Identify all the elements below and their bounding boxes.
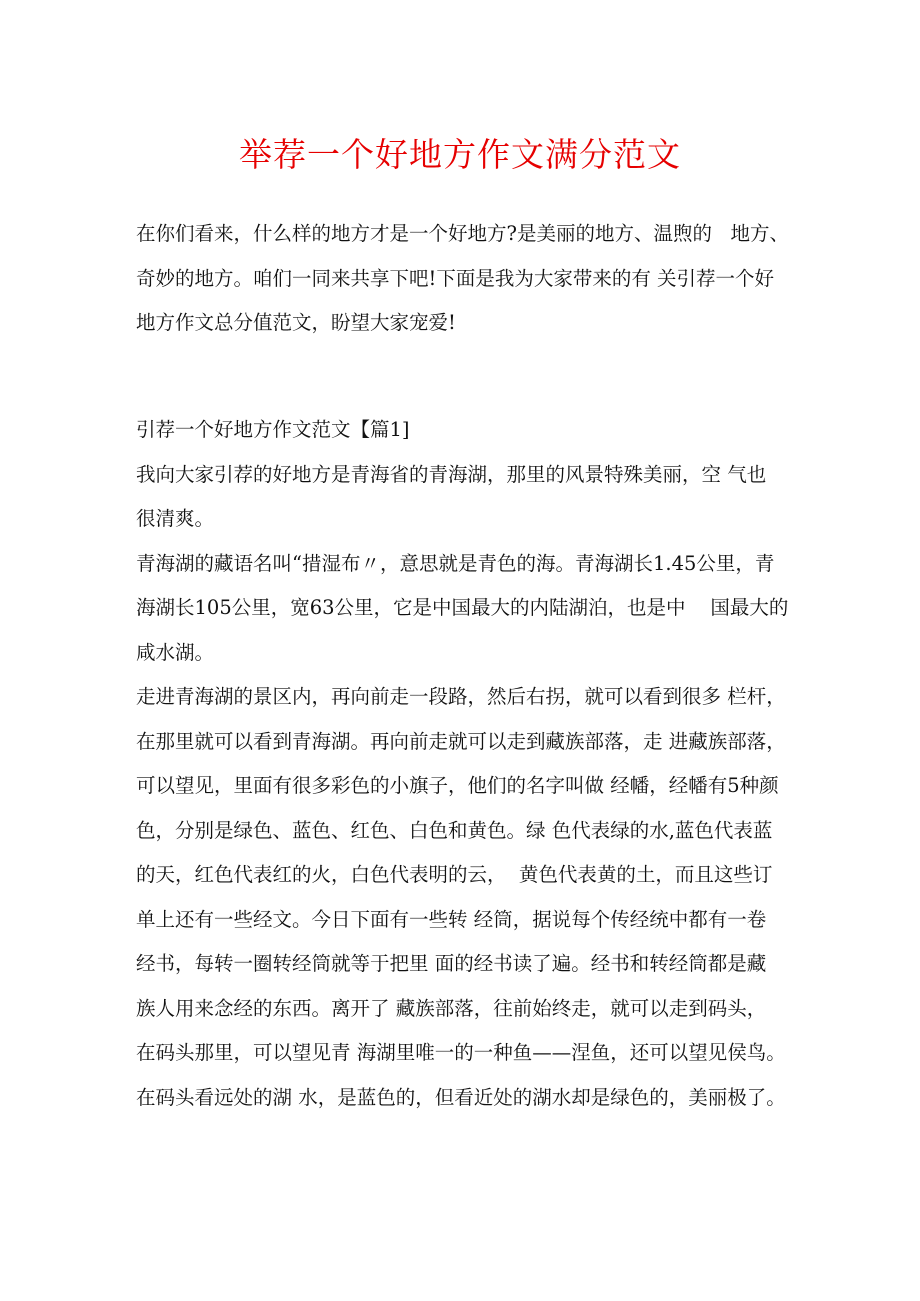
body-line: 在那里就可以看到青海湖。再向前走就可以走到藏族部落，走 进藏族部落， (136, 729, 786, 753)
body-line: 走进青海湖的景区内，再向前走一段路，然后右拐，就可以看到很多 栏杆， (136, 685, 786, 708)
body-line: 色，分别是绿色、蓝色、红色、白色和黄色。绿 色代表绿的水,蓝色代表蓝 (136, 818, 773, 842)
body-line: 单上还有一些经文。今日下面有一些转 经筒，据说每个传经统中都有一卷 (136, 907, 767, 931)
body-line: 经书，每转一圈转经筒就等于把里 面的经书读了遍。经书和转经筒都是藏 (136, 952, 767, 975)
body-line: 海湖长105公里，宽63公里，它是中国最大的内陆湖泊，也是中 国最大的 (136, 596, 789, 619)
body-line: 在码头那里，可以望见青 海湖里唯一的一种鱼——涅鱼，还可以望见侯鸟。 (136, 1041, 786, 1064)
body-line: 族人用来念经的东西。离开了 藏族部落，往前始终走，就可以走到码头， (136, 996, 767, 1020)
intro-line: 奇妙的地方。咱们一同来共享下吧!下面是我为大家带来的有 关引荐一个好 (136, 266, 775, 290)
intro-line: 地方作文总分值范文，盼望大家宠爱! (136, 311, 456, 334)
intro-paragraph (136, 212, 796, 346)
document-title: 举荐一个好地方作文满分范文 (239, 135, 681, 174)
intro-line: 在你们看来，什么样的地方才是一个好地方?是美丽的地方、温煦的 地方、 (136, 222, 790, 245)
body-line: 青海湖的藏语名叫“措湿布〃，意思就是青色的海。青海湖长1.45公里，青 (136, 551, 775, 575)
body-line: 在码头看远处的湖 水，是蓝色的，但看近处的湖水却是绿色的，美丽极了。 (136, 1085, 786, 1109)
body-line: 的天，红色代表红的火，白色代表明的云， 黄色代表黄的土，而且这些订 (136, 863, 773, 886)
section-1 (136, 408, 796, 1120)
body-line: 咸水湖。 (136, 640, 215, 664)
body-line: 我向大家引荐的好地方是青海省的青海湖，那里的风景特殊美丽，空 气也 (136, 462, 767, 486)
section-heading: 引荐一个好地方作文范文【篇1] (136, 418, 410, 441)
body-line: 很清爽。 (136, 507, 215, 530)
body-line: 可以望见，里面有很多彩色的小旗子，他们的名字叫做 经幡，经幡有5种颜 (136, 774, 779, 797)
